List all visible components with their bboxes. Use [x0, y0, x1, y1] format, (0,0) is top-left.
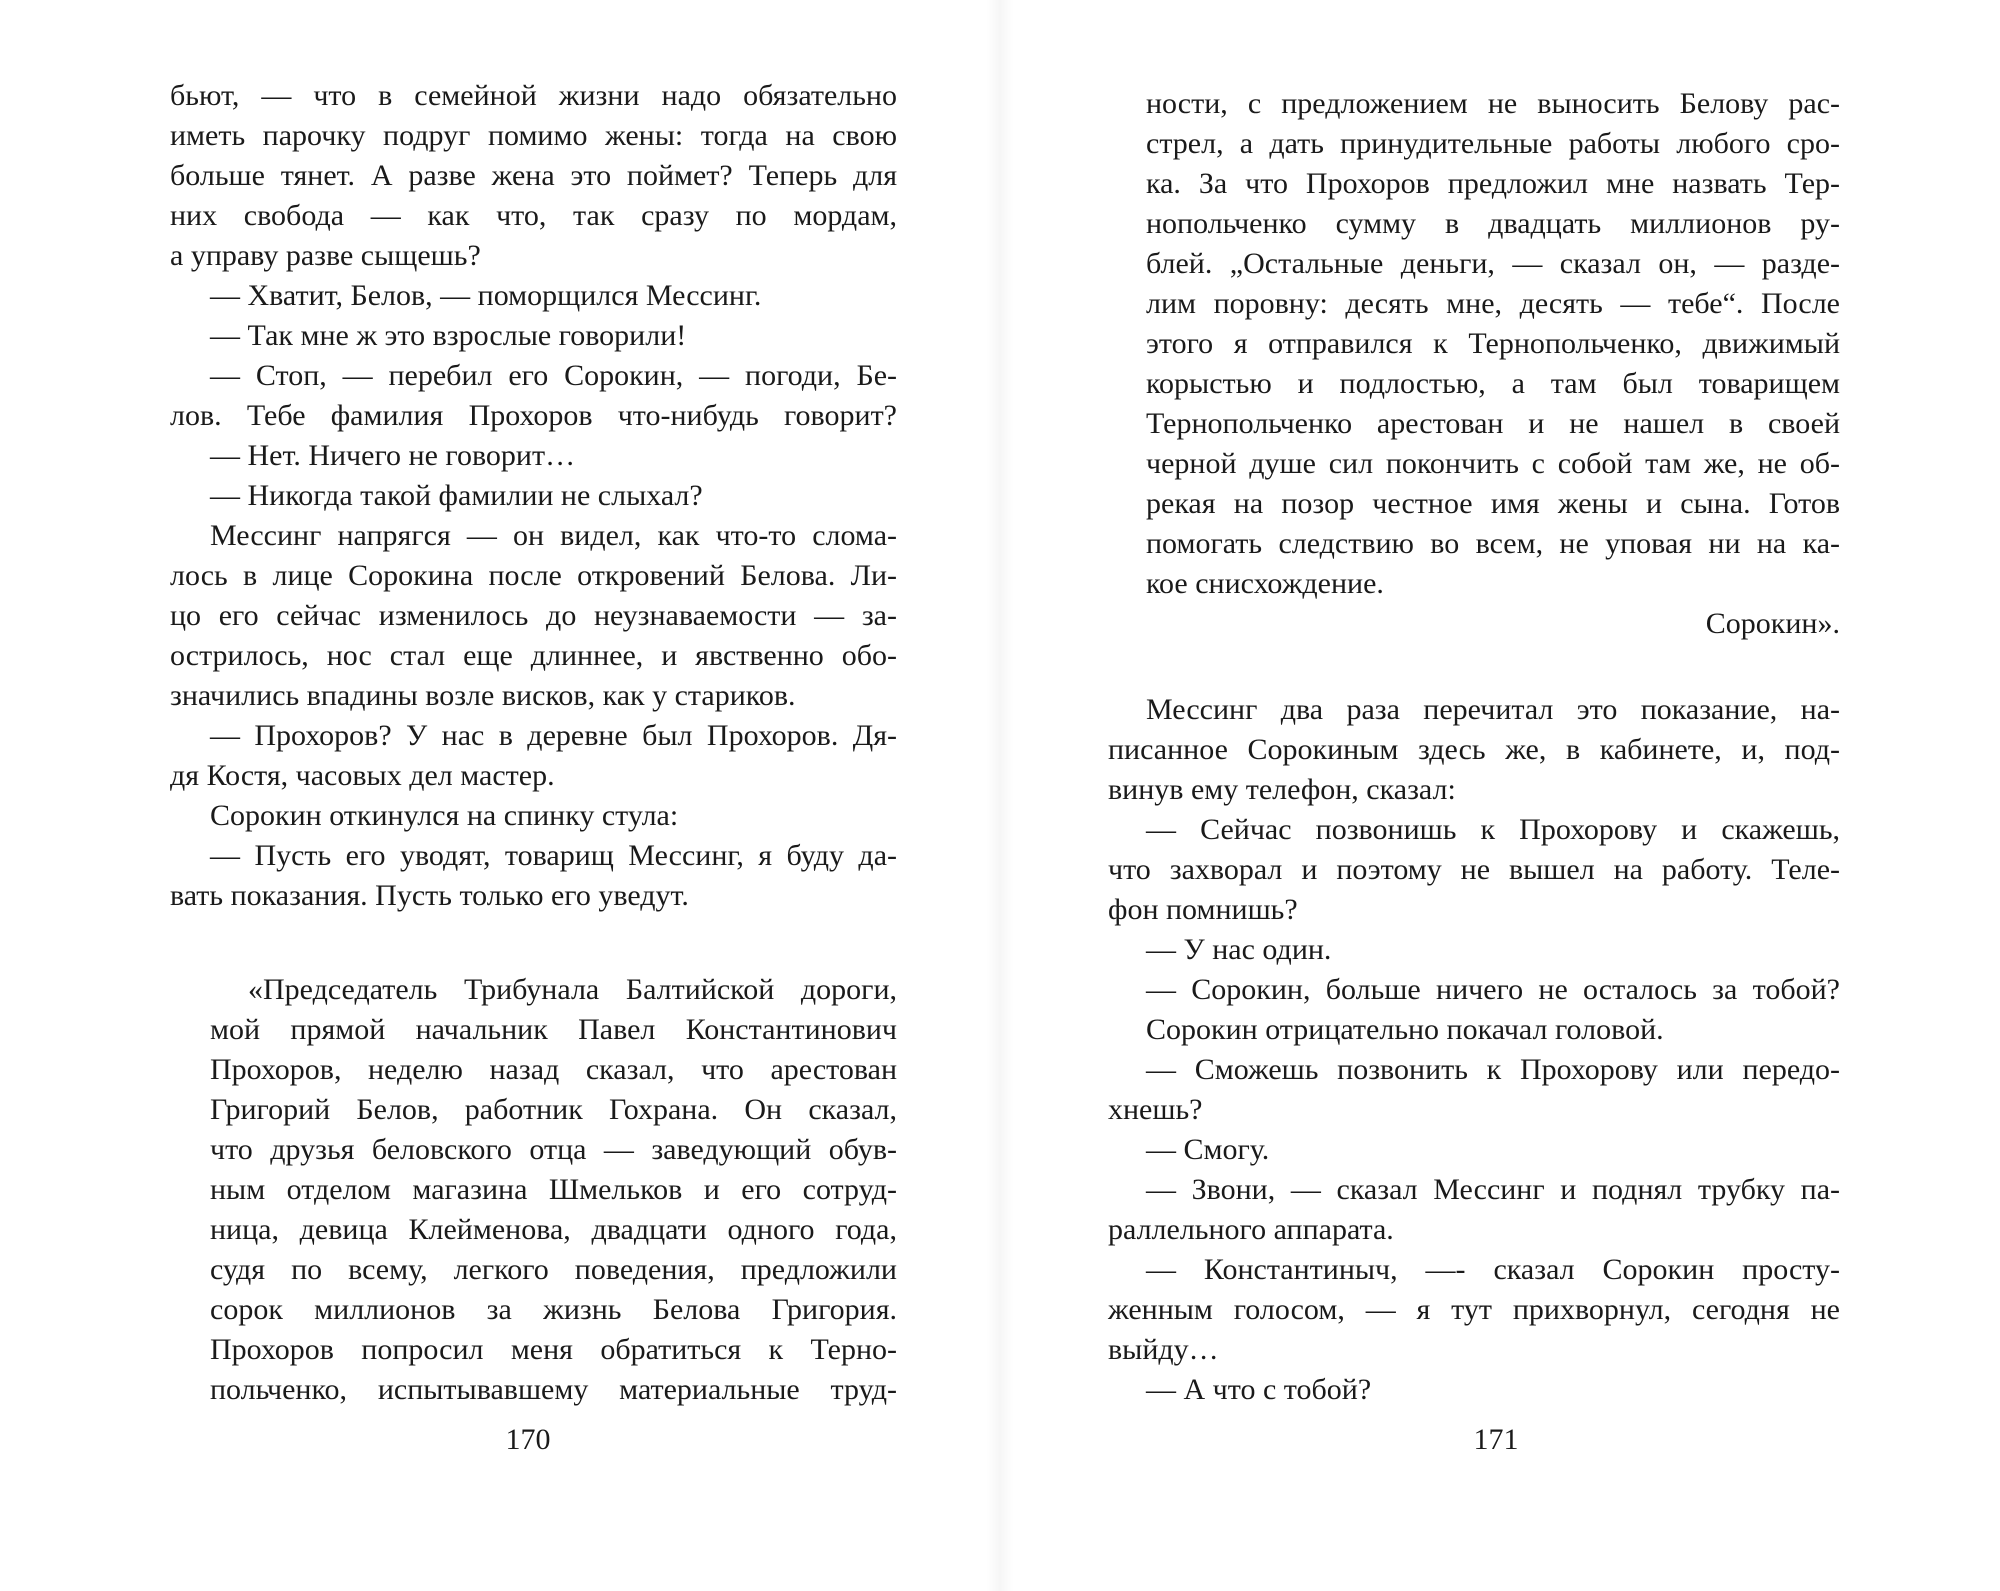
quote-line: Прохоров попросил меня обратиться к Терно-: [210, 1333, 897, 1366]
quote-line: лим поровну: десять мне, десять — тебе“. После: [1146, 287, 1840, 320]
text-line: — Хватит, Белов, — поморщился Мессинг.: [210, 279, 762, 312]
text-line: — Смогу.: [1146, 1133, 1270, 1166]
text-line: писанное Сорокиным здесь же, в кабинете, и, под-: [1108, 733, 1840, 766]
text-line: Мессинг напрягся — он видел, как что-то слома-: [210, 519, 897, 552]
text-line: — Звони, — сказал Мессинг и поднял трубку па-: [1146, 1173, 1840, 1206]
text-line: женным голосом, — я тут прихворнул, сегодня не: [1108, 1293, 1840, 1326]
text-line: вать показания. Пусть только его уведут.: [170, 879, 689, 912]
quote-line: польченко, испытывавшему материальные труд-: [210, 1373, 897, 1406]
text-line: хнешь?: [1108, 1093, 1203, 1126]
text-line: — Никогда такой фамилии не слыхал?: [210, 479, 703, 512]
page-number: 170: [505, 1423, 551, 1456]
quote-line: помогать следствию во всем, не уповая ни на ка-: [1146, 527, 1840, 560]
text-line: лов. Тебе фамилия Прохоров что-нибудь говорит?: [170, 399, 897, 432]
text-line: — Пусть его уводят, товарищ Мессинг, я буду да-: [210, 839, 897, 872]
quote-line: кое снисхождение.: [1146, 567, 1384, 600]
text-line: — А что с тобой?: [1146, 1373, 1372, 1406]
text-line: — Стоп, — перебил его Сорокин, — погоди, Бе-: [210, 359, 897, 392]
quote-line: стрел, а дать принудительные работы любого сро-: [1146, 127, 1840, 160]
text-line: больше тянет. А разве жена это поймет? Теперь для: [170, 159, 897, 192]
quote-line: ным отделом магазина Шмельков и его сотруд-: [210, 1173, 897, 1206]
text-line: лось в лице Сорокина после откровений Белова. Ли-: [170, 559, 897, 592]
text-line: цо его сейчас изменилось до неузнаваемости — за-: [170, 599, 897, 632]
text-line: — Сорокин, больше ничего не осталось за тобой?: [1146, 973, 1840, 1006]
text-line: Сорокин откинулся на спинку стула:: [210, 799, 679, 832]
text-line: острилось, нос стал еще длиннее, и явственно обо-: [170, 639, 897, 672]
text-line: — У нас один.: [1146, 933, 1332, 966]
quote-line: «Председатель Трибунала Балтийской дороги,: [248, 973, 897, 1006]
text-line: — Прохоров? У нас в деревне был Прохоров. Дя-: [210, 719, 897, 752]
quote-line: блей. „Остальные деньги, — сказал он, — разде-: [1146, 247, 1840, 280]
quote-line: ности, с предложением не выносить Белову рас-: [1146, 87, 1840, 120]
quote-line: этого я отправился к Тернопольченко, движимый: [1146, 327, 1840, 360]
quote-line: рекая на позор честное имя жены и сына. Готов: [1146, 487, 1840, 520]
text-line: — Так мне ж это взрослые говорили!: [210, 319, 687, 352]
text-line: — Константиныч, —- сказал Сорокин просту-: [1146, 1253, 1840, 1286]
right-page: [1000, 0, 2000, 1591]
text-line: — Сейчас позвонишь к Прохорову и скажешь,: [1146, 813, 1840, 846]
quote-line: Григорий Белов, работник Гохрана. Он сказал,: [210, 1093, 897, 1126]
text-line: них свобода — как что, так сразу по мордам,: [170, 199, 897, 232]
page-number: 171: [1473, 1423, 1519, 1456]
text-line: винув ему телефон, сказал:: [1108, 773, 1456, 806]
text-line: раллельного аппарата.: [1108, 1213, 1394, 1246]
text-line: — Нет. Ничего не говорит…: [210, 439, 576, 472]
text-line: — Сможешь позвонить к Прохорову или передо-: [1146, 1053, 1840, 1086]
quote-line: мой прямой начальник Павел Константинович: [210, 1013, 897, 1046]
text-line: Мессинг два раза перечитал это показание, на-: [1146, 693, 1840, 726]
quote-line: нопольченко сумму в двадцать миллионов ру-: [1146, 207, 1840, 240]
text-line: значились впадины возле висков, как у стариков.: [170, 679, 796, 712]
quote-line: сорок миллионов за жизнь Белова Григория.: [210, 1293, 897, 1326]
quote-line: Тернопольченко арестован и не нашел в своей: [1146, 407, 1840, 440]
quote-line: ница, девица Клейменова, двадцати одного года,: [210, 1213, 897, 1246]
text-line: бьют, — что в семейной жизни надо обязательно: [170, 79, 897, 112]
quote-line: черной душе сил покончить с собой там же, не об-: [1146, 447, 1840, 480]
quote-line: ка. За что Прохоров предложил мне назвать Тер-: [1146, 167, 1840, 200]
quote-line: Прохоров, неделю назад сказал, что арестован: [210, 1053, 897, 1086]
text-line: что захворал и поэтому не вышел на работу. Теле-: [1108, 853, 1840, 886]
quote-line: корыстью и подлостью, а там был товарищем: [1146, 367, 1840, 400]
quote-line: что друзья беловского отца — заведующий обув-: [210, 1133, 897, 1166]
text-line: фон помнишь?: [1108, 893, 1298, 926]
text-line: иметь парочку подруг помимо жены: тогда на свою: [170, 119, 897, 152]
text-line: а управу разве сыщешь?: [170, 239, 481, 272]
text-line: дя Костя, часовых дел мастер.: [170, 759, 555, 792]
text-line: Сорокин отрицательно покачал головой.: [1146, 1013, 1664, 1046]
quote-line: судя по всему, легкого поведения, предложили: [210, 1253, 897, 1286]
quote-signature: Сорокин».: [1705, 607, 1840, 640]
text-line: выйду…: [1108, 1333, 1219, 1366]
